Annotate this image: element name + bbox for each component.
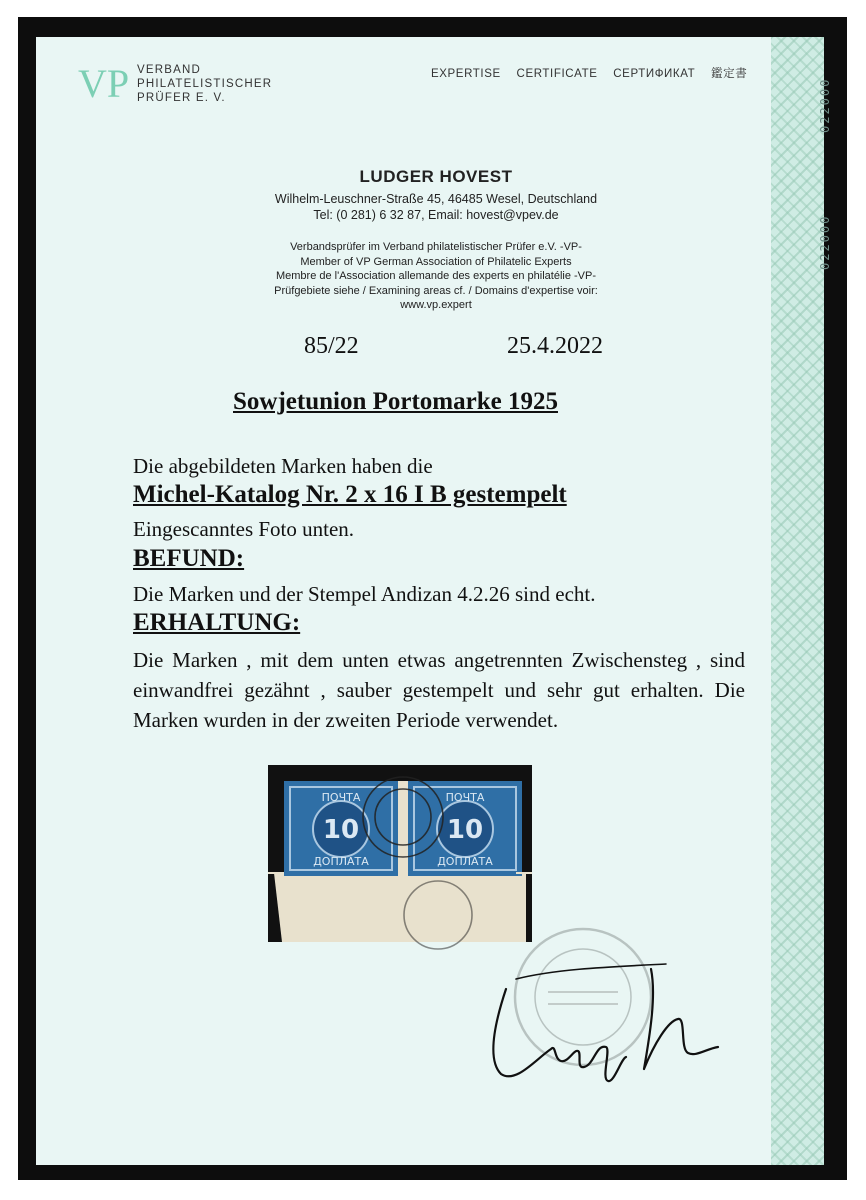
- association-name-line2: PHILATELISTISCHER: [137, 78, 273, 90]
- svg-text:10: 10: [446, 815, 484, 845]
- svg-text:10: 10: [322, 815, 360, 845]
- stamp-right: [408, 781, 522, 876]
- label-expertise: EXPERTISE: [431, 68, 501, 80]
- membership-line: Prüfgebiete siehe / Examining areas cf. / Domains d'expertise voir:: [274, 284, 598, 297]
- certificate-date: 25.4.2022: [507, 333, 603, 359]
- befund-text: Die Marken und der Stempel Andizan 4.2.26 sind echt.: [133, 582, 596, 606]
- examiner-address-block: [226, 191, 646, 223]
- svg-text:VP: VP: [78, 61, 130, 106]
- certificate-header: [431, 65, 747, 81]
- serial-number-bottom: 022000: [818, 214, 832, 270]
- vp-logo-icon: [76, 61, 132, 106]
- erhaltung-text: Die Marken , mit dem unten etwas angetrennten Zwischensteg , sind einwandfrei gezähnt , sauber gestempelt und sehr gut erhalten. Die Marken wurden in der zweiten Periode verwendet.: [133, 648, 745, 732]
- membership-line: Member of VP German Association of Philatelic Experts: [300, 255, 572, 268]
- label-russian: СЕРТИФИКАТ: [613, 68, 696, 80]
- certificate-sheet: [36, 37, 832, 1165]
- stamp-pair-photo: [268, 765, 532, 942]
- membership-block: [226, 240, 646, 313]
- examiner-name: LUDGER HOVEST: [359, 167, 513, 186]
- membership-line: www.vp.expert: [400, 299, 472, 312]
- membership-line: Membre de l'Association allemande des experts en philatélie -VP-: [275, 270, 597, 283]
- examiner-address: Wilhelm-Leuschner-Straße 45, 46485 Wesel, Deutschland: [274, 192, 598, 206]
- membership-line: Verbandsprüfer im Verband philatelistischer Prüfer e.V. -VP-: [290, 241, 582, 253]
- label-japanese: 鑑定書: [711, 68, 748, 80]
- certificate-subject: Sowjetunion Portomarke 1925: [233, 388, 558, 415]
- examiner-signature: [456, 949, 726, 1089]
- svg-text:ДОПЛАТА: ДОПЛАТА: [437, 855, 493, 868]
- label-certificate: CERTIFICATE: [516, 68, 598, 80]
- certificate-number: 85/22: [304, 333, 359, 359]
- svg-text:ПОЧТА: ПОЧТА: [445, 791, 485, 804]
- photo-note: Eingescanntes Foto unten.: [133, 517, 355, 541]
- serial-number-top: 022000: [818, 77, 832, 133]
- association-name-line1: VERBAND: [137, 64, 201, 76]
- intro-text: Die abgebildeten Marken haben die: [133, 454, 433, 478]
- association-name: [137, 63, 272, 105]
- erhaltung-heading: ERHALTUNG:: [133, 609, 301, 636]
- svg-text:ДОПЛАТА: ДОПЛАТА: [313, 855, 369, 868]
- befund-heading: BEFUND:: [133, 545, 245, 572]
- stamp-left: [284, 781, 398, 876]
- security-pattern-band: [771, 37, 824, 1165]
- catalog-line: Michel-Katalog Nr. 2 x 16 I B gestempelt: [133, 481, 567, 508]
- examiner-contact: Tel: (0 281) 6 32 87, Email: hovest@vpev.de: [313, 208, 559, 222]
- association-name-line3: PRÜFER E. V.: [137, 92, 226, 104]
- svg-text:ПОЧТА: ПОЧТА: [321, 791, 361, 804]
